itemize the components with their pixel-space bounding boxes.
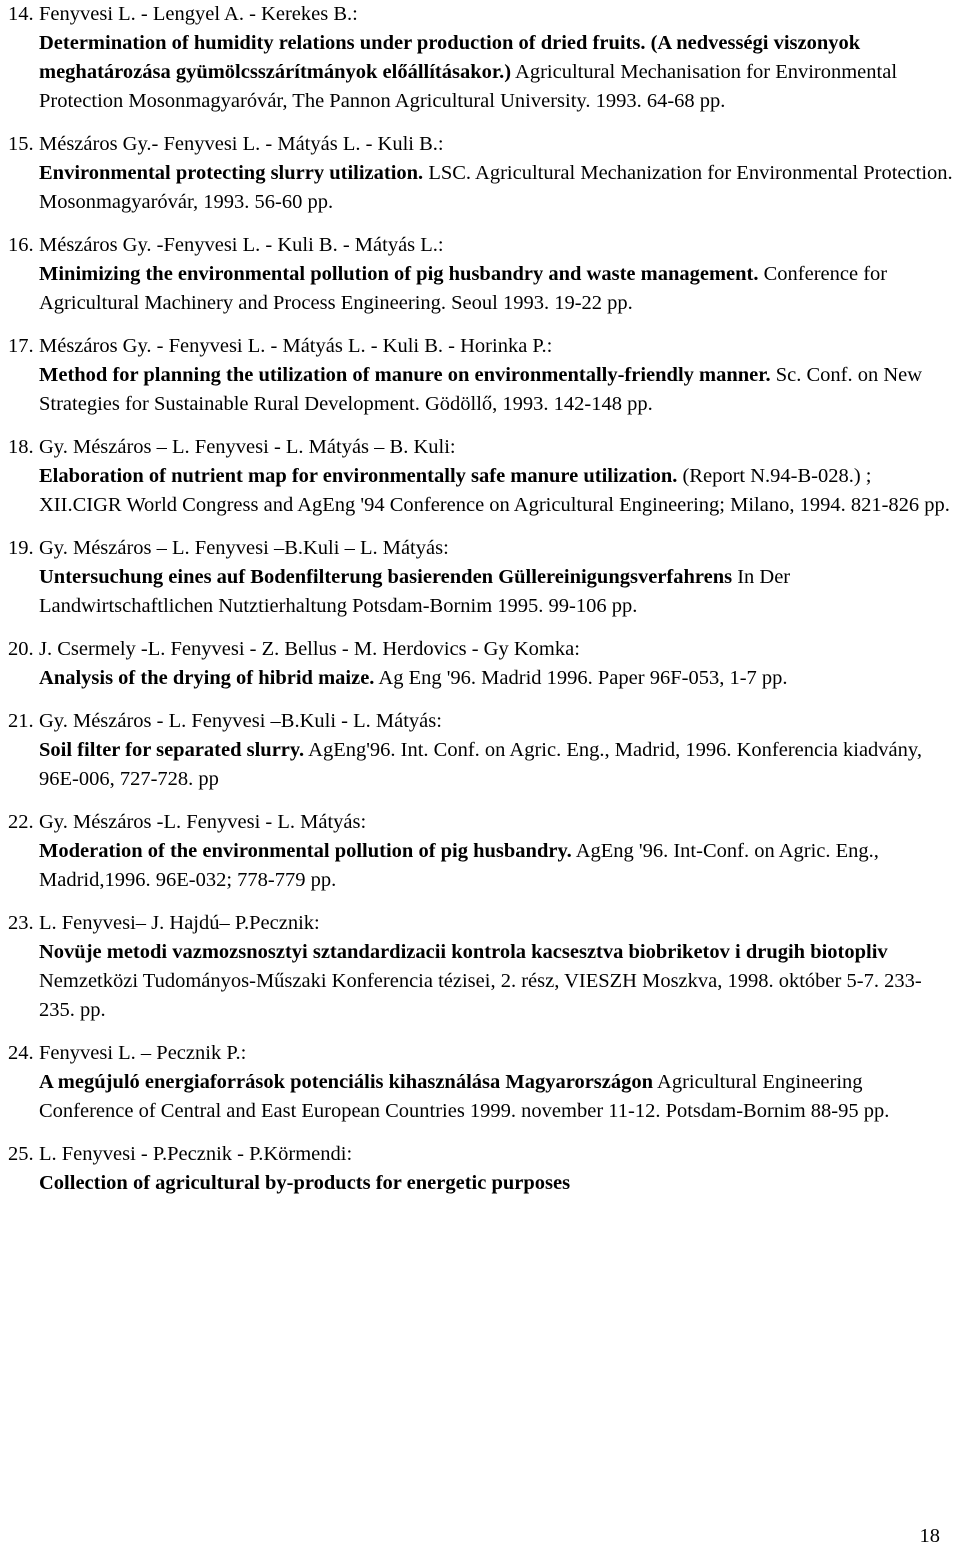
reference-entry — [8, 635, 954, 693]
reference-body — [39, 29, 954, 116]
reference-title: A megújuló energiaforrások potenciális kihasználása Magyarországon — [39, 1071, 654, 1093]
reference-number: 21. — [8, 710, 34, 732]
reference-authors: Fenyvesi L. - Lengyel A. - Kerekes B.: — [39, 3, 358, 25]
reference-number: 20. — [8, 638, 34, 660]
reference-title: Soil filter for separated slurry. — [39, 739, 305, 761]
reference-authors: Mészáros Gy. - Fenyvesi L. - Mátyás L. - Kuli B. - Horinka P.: — [39, 335, 553, 357]
reference-details: (Report N.94-B-028.) ; XII.CIGR World Congress and AgEng '94 Conference on Agricultural Engineering; Milano, 1994. 821-826 pp. — [39, 465, 950, 516]
reference-authors: Gy. Mészáros – L. Fenyvesi - L. Mátyás – B. Kuli: — [39, 436, 456, 458]
reference-details: AgEng '96. Int-Conf. on Agric. Eng., Madrid,1996. 96E-032; 778-779 pp. — [39, 840, 879, 891]
reference-authors: Mészáros Gy. -Fenyvesi L. - Kuli B. - Mátyás L.: — [39, 234, 444, 256]
reference-body — [39, 361, 954, 419]
reference-authors: Gy. Mészáros – L. Fenyvesi –B.Kuli – L. Mátyás: — [39, 537, 449, 559]
reference-title: Moderation of the environmental pollution of pig husbandry. — [39, 840, 572, 862]
reference-number: 23. — [8, 912, 34, 934]
reference-title: Analysis of the drying of hibrid maize. — [39, 667, 375, 689]
reference-entry — [8, 1039, 954, 1126]
reference-body — [39, 462, 954, 520]
reference-body — [39, 159, 954, 217]
reference-number: 14. — [8, 3, 34, 25]
reference-authors: L. Fenyvesi– J. Hajdú– P.Pecznik: — [39, 912, 320, 934]
reference-title: Environmental protecting slurry utilization. — [39, 162, 424, 184]
reference-body — [39, 664, 954, 693]
reference-entry — [8, 433, 954, 520]
reference-entry — [8, 0, 954, 116]
reference-number: 18. — [8, 436, 34, 458]
reference-title: Collection of agricultural by-products for energetic purposes — [39, 1172, 571, 1194]
reference-title: Elaboration of nutrient map for environmentally safe manure utilization. — [39, 465, 678, 487]
reference-authors: Gy. Mészáros -L. Fenyvesi - L. Mátyás: — [39, 811, 367, 833]
reference-title: Untersuchung eines auf Bodenfilterung basierenden Güllereinigungsverfahrens — [39, 566, 733, 588]
reference-details: Agricultural Engineering Conference of Central and East European Countries 1999. november 11-12. Potsdam-Bornim 88-95 pp. — [39, 1071, 890, 1122]
reference-entry — [8, 332, 954, 419]
reference-title: Method for planning the utilization of manure on environmentally-friendly manner. — [39, 364, 771, 386]
reference-number: 15. — [8, 133, 34, 155]
reference-authors: Mészáros Gy.- Fenyvesi L. - Mátyás L. - Kuli B.: — [39, 133, 444, 155]
reference-authors: J. Csermely -L. Fenyvesi - Z. Bellus - M. Herdovics - Gy Komka: — [39, 638, 580, 660]
reference-title: Novüje metodi vazmozsnosztyi sztandardizacii kontrola kacsesztva biobriketov i drugih biotopliv — [39, 941, 888, 963]
reference-authors: Fenyvesi L. – Pecznik P.: — [39, 1042, 247, 1064]
reference-details: Agricultural Mechanisation for Environmental Protection Mosonmagyaróvár, The Pannon Agricultural University. 1993. 64-68 pp. — [39, 61, 898, 112]
reference-details: Sc. Conf. on New Strategies for Sustainable Rural Development. Gödöllő, 1993. 142-148 pp. — [39, 364, 923, 415]
reference-entry — [8, 808, 954, 895]
reference-entry — [8, 534, 954, 621]
reference-details: Conference for Agricultural Machinery and Process Engineering. Seoul 1993. 19-22 pp. — [39, 263, 888, 314]
reference-details: Nemzetközi Tudományos-Műszaki Konferencia tézisei, 2. rész, VIESZH Moszkva, 1998. október 5-7. 233-235. pp. — [39, 970, 922, 1021]
reference-title: Determination of humidity relations under production of dried fruits. (A nedvességi viszonyok meghatározása gyümölcsszárítmányok előállításakor.) — [39, 32, 861, 83]
reference-details: AgEng'96. Int. Conf. on Agric. Eng., Madrid, 1996. Konferencia kiadvány, 96E-006, 727-728. pp — [39, 739, 922, 790]
reference-details: LSC. Agricultural Mechanization for Environmental Protection. Mosonmagyaróvár, 1993. 56-60 pp. — [39, 162, 953, 213]
reference-entry — [8, 1140, 954, 1198]
reference-details: In Der Landwirtschaftlichen Nutztierhaltung Potsdam-Bornim 1995. 99-106 pp. — [39, 566, 791, 617]
reference-number: 24. — [8, 1042, 34, 1064]
reference-number: 25. — [8, 1143, 34, 1165]
reference-entry — [8, 707, 954, 794]
reference-body — [39, 563, 954, 621]
reference-authors: L. Fenyvesi - P.Pecznik - P.Körmendi: — [39, 1143, 353, 1165]
page-number: 18 — [919, 1525, 940, 1547]
reference-body — [39, 837, 954, 895]
reference-body — [39, 260, 954, 318]
reference-body — [39, 938, 954, 1025]
reference-authors: Gy. Mészáros - L. Fenyvesi –B.Kuli - L. Mátyás: — [39, 710, 442, 732]
reference-details: Ag Eng '96. Madrid 1996. Paper 96F-053, 1-7 pp. — [374, 667, 788, 689]
reference-body — [39, 736, 954, 794]
reference-body — [39, 1169, 954, 1198]
reference-entry — [8, 231, 954, 318]
reference-entry — [8, 909, 954, 1025]
reference-title: Minimizing the environmental pollution of pig husbandry and waste management. — [39, 263, 759, 285]
reference-list — [8, 0, 954, 1212]
reference-number: 22. — [8, 811, 34, 833]
reference-number: 19. — [8, 537, 34, 559]
reference-body — [39, 1068, 954, 1126]
reference-number: 16. — [8, 234, 34, 256]
reference-number: 17. — [8, 335, 34, 357]
reference-entry — [8, 130, 954, 217]
